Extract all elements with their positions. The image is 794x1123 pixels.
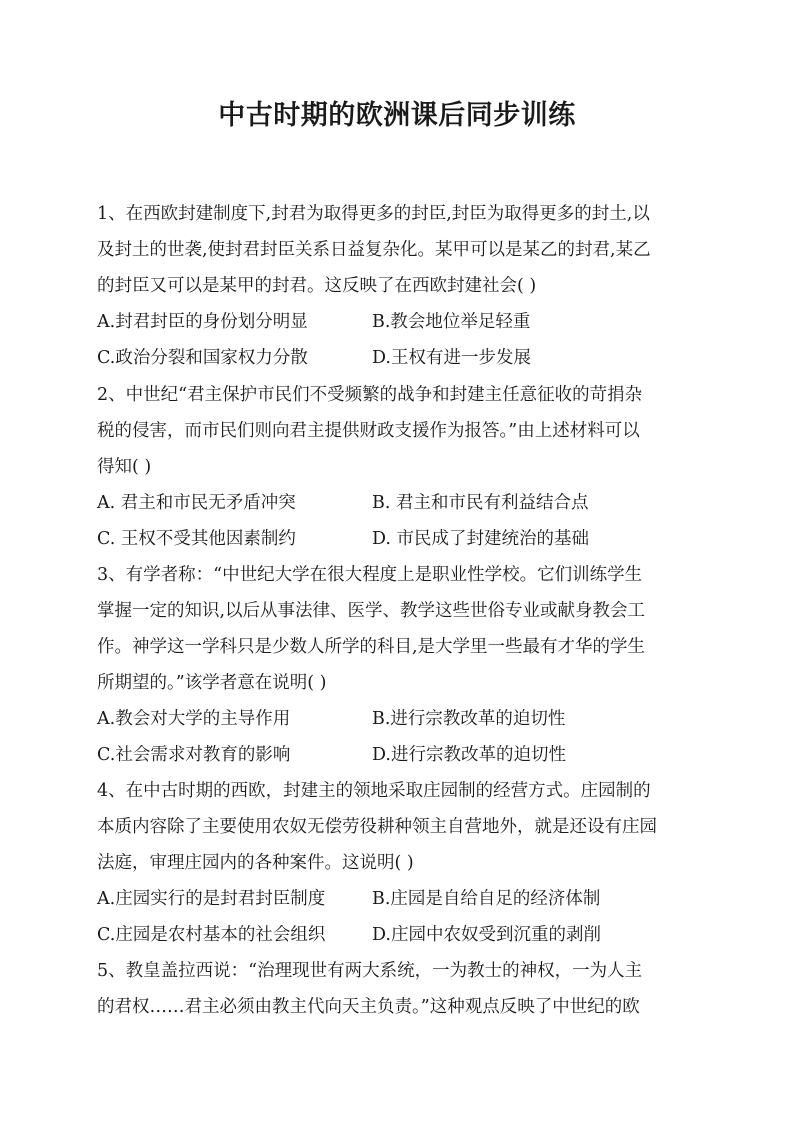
question-2-line-2: 税的侵害，而市民们则向君主提供财政支援作为报答。”由上述材料可以: [97, 421, 640, 441]
question-4-option-a: A.庄园实行的是封君封臣制度: [97, 889, 326, 909]
question-1-line-3: 的封臣又可以是某甲的封君。这反映了在西欧封建社会( ): [97, 276, 537, 296]
question-2-line-3: 得知( ): [97, 457, 152, 477]
question-1-line-2: 及封土的世袭,使封君封臣关系日益复杂化。某甲可以是某乙的封君,某乙: [97, 240, 651, 260]
question-4-line-2: 本质内容除了主要使用农奴无偿劳役耕种领主自营地外，就是还设有庄园: [97, 817, 657, 837]
question-1-option-b: B.教会地位举足轻重: [372, 312, 531, 332]
question-2-option-b: B. 君主和市民有利益结合点: [372, 493, 589, 513]
question-2-option-d: D. 市民成了封建统治的基础: [372, 529, 590, 549]
question-3-option-d: D.进行宗教改革的迫切性: [372, 745, 566, 765]
question-3-line-4: 所期望的。”该学者意在说明( ): [97, 673, 327, 693]
question-4-line-3: 法庭，审理庄园内的各种案件。这说明( ): [97, 853, 414, 873]
question-5-line-1: 5、教皇盖拉西说：“治理现世有两大系统，一为教士的神权，一为人主: [97, 961, 643, 981]
question-2-option-c: C. 王权不受其他因素制约: [97, 529, 296, 549]
question-5-line-2: 的君权……君主必须由教主代向天主负责。”这种观点反映了中世纪的欧: [97, 997, 640, 1017]
question-1-option-d: D.王权有进一步发展: [372, 348, 531, 368]
question-1-option-a: A.封君封臣的身份划分明显: [97, 312, 308, 332]
question-1-option-c: C.政治分裂和国家权力分散: [97, 348, 308, 368]
question-3-line-3: 作。神学这一学科只是少数人所学的科目,是大学里一些最有才华的学生: [97, 637, 646, 657]
question-3-line-2: 掌握一定的知识,以后从事法律、医学、教学这些世俗专业或献身教会工: [97, 601, 646, 621]
question-4-option-b: B.庄园是自给自足的经济体制: [372, 889, 601, 909]
question-3-option-c: C.社会需求对教育的影响: [97, 745, 291, 765]
question-2-line-1: 2、中世纪“君主保护市民们不受频繁的战争和封建主任意征收的苛捐杂: [97, 385, 643, 405]
question-3-option-b: B.进行宗教改革的迫切性: [372, 709, 566, 729]
question-3-line-1: 3、有学者称：“中世纪大学在很大程度上是职业性学校。它们训练学生: [97, 565, 643, 585]
page-title: 中古时期的欧洲课后同步训练: [218, 100, 576, 131]
question-4-line-1: 4、在中古时期的西欧，封建主的领地采取庄园制的经营方式。庄园制的: [97, 781, 651, 801]
question-2-option-a: A. 君主和市民无矛盾冲突: [97, 493, 296, 513]
question-1-line-1: 1、在西欧封建制度下,封君为取得更多的封臣,封臣为取得更多的封土,以: [97, 204, 650, 224]
question-3-option-a: A.教会对大学的主导作用: [97, 709, 291, 729]
question-4-option-c: C.庄园是农村基本的社会组织: [97, 925, 326, 945]
question-4-option-d: D.庄园中农奴受到沉重的剥削: [372, 925, 601, 945]
